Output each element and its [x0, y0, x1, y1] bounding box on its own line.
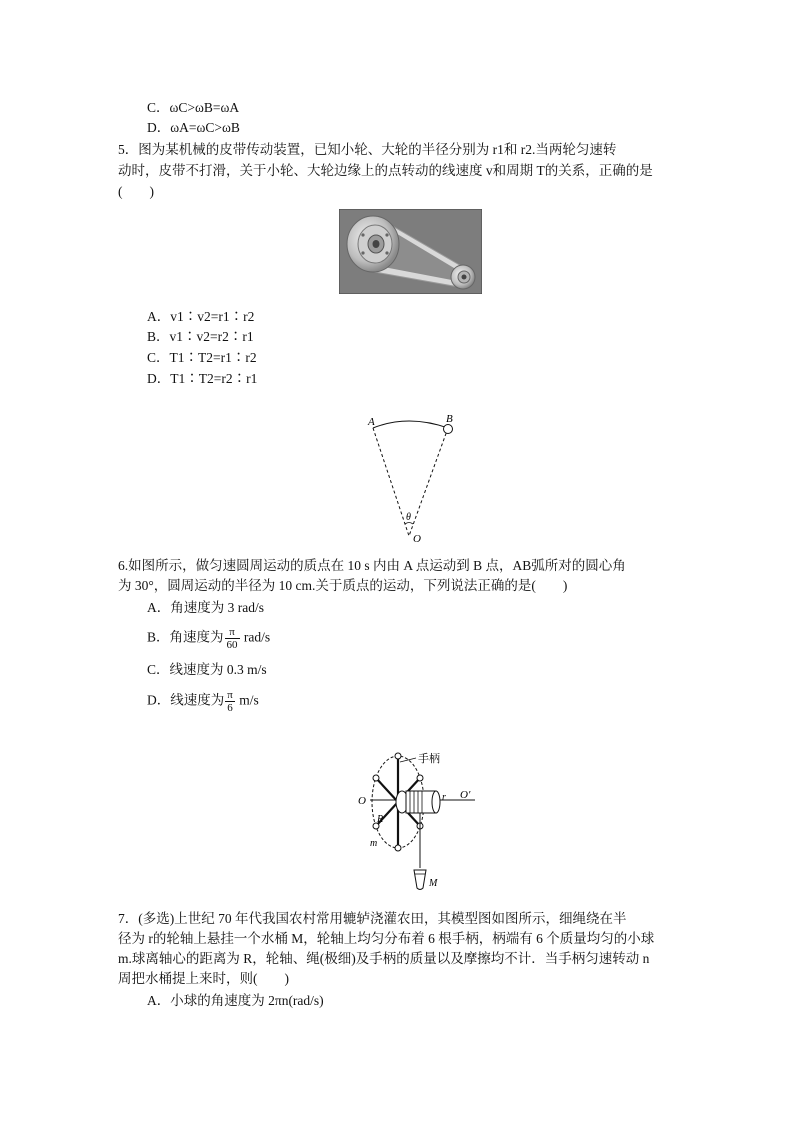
label-m: m [370, 838, 378, 849]
q6-option-b-den: 60 [226, 639, 238, 651]
q5-stem-line-3: ( ) [118, 184, 154, 199]
q6-option-d-suffix: m/s [235, 692, 259, 708]
q4-option-c: C．ωC>ωB=ωA [147, 100, 240, 115]
point-b-ball [444, 425, 453, 434]
q5-option-a: A．v1∶v2=r1∶r2 [147, 309, 255, 324]
q6-option-b-prefix: B．角速度为 [147, 629, 224, 645]
q6-option-d [147, 689, 259, 714]
label-o: O [358, 795, 366, 807]
radius-oa [373, 428, 409, 536]
belt-drive-photo [339, 209, 482, 294]
windlass-diagram [350, 750, 485, 895]
q6-stem-line-1: 6.如图所示，做匀速圆周运动的质点在 10 s 内由 A 点运动到 B 点，AB弧所对的圆心角 [118, 558, 626, 573]
q6-option-d-prefix: D．线速度为 [147, 692, 225, 708]
label-b: B [446, 413, 453, 425]
q7-option-a: A．小球的角速度为 2πn(rad/s) [147, 993, 324, 1008]
q6-option-a: A．角速度为 3 rad/s [147, 600, 264, 615]
q6-option-b-num: π [225, 626, 240, 639]
q7-stem-line-3: m.球离轴心的距离为 R，轮轴、绳(极细)及手柄的质量以及摩擦均不计．当手柄匀速转动 n [118, 951, 650, 966]
q5-option-d: D．T1∶T2=r2∶r1 [147, 371, 258, 386]
q6-option-b-suffix: rad/s [240, 629, 271, 645]
arc-sector-diagram [360, 412, 460, 544]
q5-option-b: B．v1∶v2=r2∶r1 [147, 329, 254, 344]
q6-option-d-num: π [227, 689, 233, 701]
q6-stem-line-2: 为 30°，圆周运动的半径为 10 cm.关于质点的运动，下列说法正确的是( ) [118, 578, 568, 593]
q7-stem-line-2: 径为 r的轮轴上悬挂一个水桶 M，轮轴上均匀分布着 6 根手柄，柄端有 6 个质量均匀的小球 [118, 931, 655, 946]
q6-option-c: C．线速度为 0.3 m/s [147, 662, 267, 677]
radius-ob [409, 428, 448, 536]
q6-option-d-den: 6 [227, 702, 233, 714]
q7-stem-line-1: 7．(多选)上世纪 70 年代我国农村常用辘轳浇灌农田，其模型图如图所示，细绳绕在半 [118, 911, 627, 926]
label-handle: 手柄 [418, 753, 440, 765]
q6-option-b-fraction [225, 626, 240, 651]
label-o: O [413, 533, 421, 544]
label-big-r: R [377, 814, 384, 825]
label-r: r [442, 792, 446, 803]
bucket [414, 870, 426, 890]
q6-option-d-fraction [225, 689, 235, 714]
label-theta: θ [406, 512, 411, 523]
q5-option-c: C．T1∶T2=r1∶r2 [147, 350, 257, 365]
label-a: A [368, 416, 375, 428]
label-big-m: M [429, 878, 438, 889]
q6-option-b [147, 626, 270, 651]
q7-stem-line-4: 周把水桶提上来时，则( ) [118, 971, 289, 986]
q4-option-d: D．ωA=ωC>ωB [147, 120, 240, 135]
label-o-prime: O′ [460, 789, 471, 801]
arc-ab [373, 421, 448, 428]
q5-stem-line-2: 动时，皮带不打滑，关于小轮、大轮边缘上的点转动的线速度 v和周期 T的关系，正确的是 [118, 163, 653, 178]
q5-stem-line-1: 5．图为某机械的皮带传动装置，已知小轮、大轮的半径分别为 r1和 r2.当两轮匀速转 [118, 142, 617, 157]
